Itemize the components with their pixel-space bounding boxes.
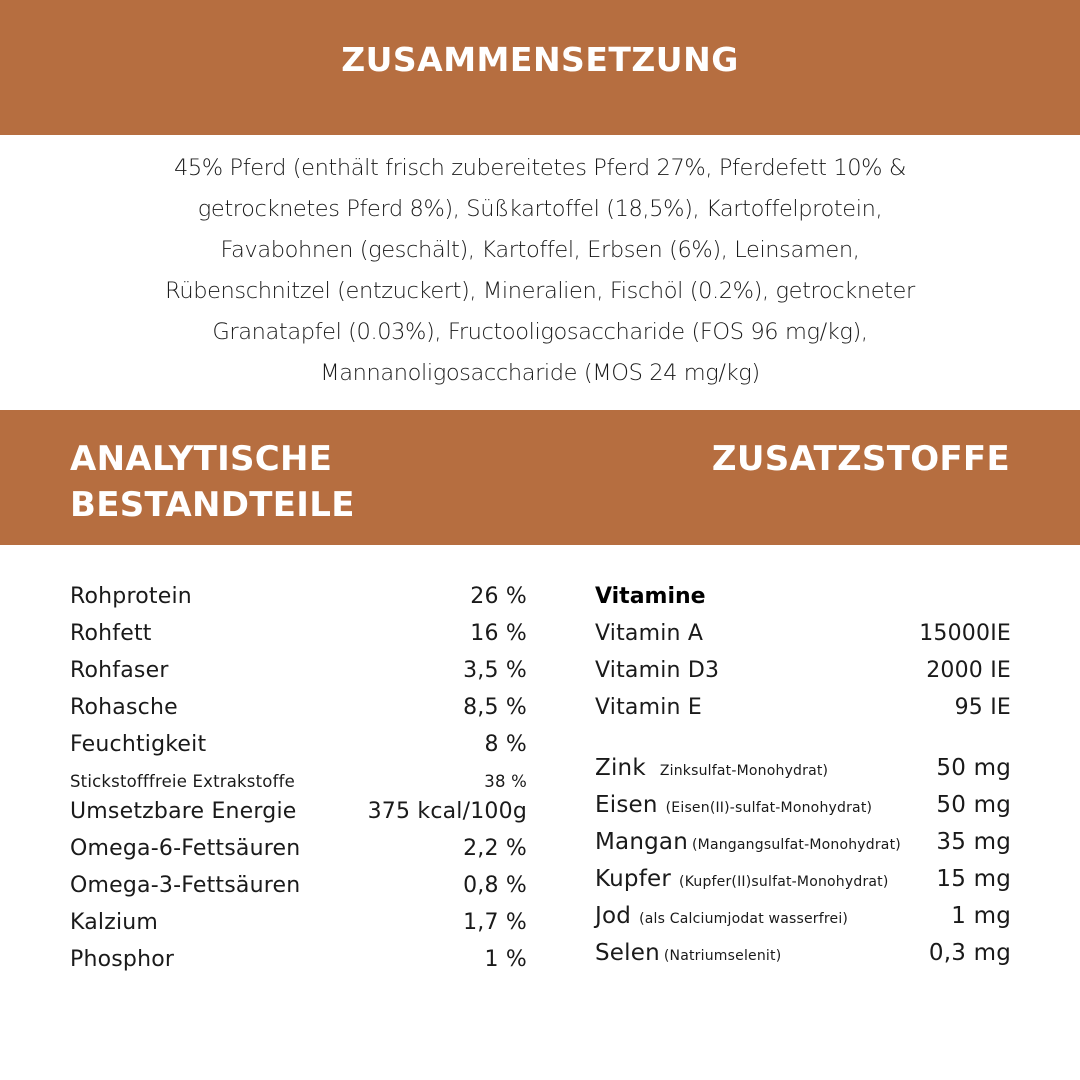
composition-line: Mannanoligosaccharide (MOS 24 mg/kg) xyxy=(320,360,760,386)
mineral-note: (Eisen(II)-sulfat-Monohydrat) xyxy=(665,800,873,816)
composition-line: Rübenschnitzel (entzuckert), Mineralien, Fischöl (0.2%), getrockneter xyxy=(165,278,915,304)
analytics-label: Umsetzbare Energie xyxy=(70,799,297,824)
analytics-value: 1,7 % xyxy=(463,910,527,935)
analytics-label: Omega-6-Fettsäuren xyxy=(70,836,301,861)
analytics-value: 38 % xyxy=(484,772,527,791)
mineral-label: Selen xyxy=(595,940,660,966)
composition-text xyxy=(90,148,990,394)
analytics-title-line2: BESTANDTEILE xyxy=(70,485,355,525)
mineral-note: (Natriumselenit) xyxy=(663,948,782,964)
analytics-row xyxy=(70,689,527,726)
analytics-value: 8,5 % xyxy=(463,695,527,720)
analytics-value: 2,2 % xyxy=(463,836,527,861)
additives-table xyxy=(595,578,1011,972)
mineral-label: Kupfer xyxy=(595,866,672,892)
mineral-note: (als Calciumjodat wasserfrei) xyxy=(639,911,849,927)
vitamin-label: Vitamin A xyxy=(595,621,704,646)
analytics-label: Kalzium xyxy=(70,910,159,935)
mineral-value: 0,3 mg xyxy=(928,940,1011,966)
analytics-row xyxy=(70,830,527,867)
analytics-table xyxy=(70,578,527,978)
mineral-label-group xyxy=(595,824,901,864)
mineral-label-group xyxy=(595,935,781,975)
mineral-label-group xyxy=(595,787,872,827)
vitamin-label: Vitamin E xyxy=(595,695,702,720)
analytics-label: Rohfett xyxy=(70,621,152,646)
composition-header-band xyxy=(0,0,1080,135)
mineral-value: 50 mg xyxy=(936,792,1011,818)
composition-line: getrocknetes Pferd 8%), Süßkartoffel (18,5%), Kartoffelprotein, xyxy=(197,196,883,222)
analytics-value: 0,8 % xyxy=(463,873,527,898)
mineral-value: 50 mg xyxy=(936,755,1011,781)
vitamin-row xyxy=(595,652,1011,689)
mineral-row xyxy=(595,935,1011,972)
mineral-row xyxy=(595,750,1011,787)
mineral-note: (Mangangsulfat-Monohydrat) xyxy=(692,837,901,853)
vitamin-value: 95 IE xyxy=(954,695,1011,720)
composition-title: ZUSAMMENSETZUNG xyxy=(341,40,739,79)
mineral-label-group xyxy=(595,861,889,901)
composition-line: Favabohnen (geschält), Kartoffel, Erbsen (6%), Leinsamen, xyxy=(220,237,860,263)
mineral-row xyxy=(595,861,1011,898)
additives-title: ZUSATZSTOFFE xyxy=(711,439,1010,479)
mineral-label-group xyxy=(595,750,828,790)
analytics-value: 1 % xyxy=(484,947,527,972)
analytics-label: Omega-3-Fettsäuren xyxy=(70,873,301,898)
analytics-value: 16 % xyxy=(470,621,527,646)
vitamin-row xyxy=(595,689,1011,726)
analytics-row xyxy=(70,615,527,652)
composition-line: Granatapfel (0.03%), Fructooligosaccharide (FOS 96 mg/kg), xyxy=(212,319,868,345)
mineral-value: 1 mg xyxy=(951,903,1011,929)
mineral-row xyxy=(595,787,1011,824)
mineral-label: Eisen xyxy=(595,792,658,818)
analytics-label: Rohprotein xyxy=(70,584,192,609)
mineral-label: Jod xyxy=(595,903,632,929)
analytics-value: 3,5 % xyxy=(463,658,527,683)
analytics-row xyxy=(70,793,527,830)
analytics-value: 8 % xyxy=(484,732,527,757)
mineral-value: 15 mg xyxy=(936,866,1011,892)
section-header-band xyxy=(0,410,1080,545)
analytics-value: 375 kcal/100g xyxy=(367,799,527,824)
analytics-row xyxy=(70,726,527,763)
analytics-label: Feuchtigkeit xyxy=(70,732,207,757)
mineral-value: 35 mg xyxy=(936,829,1011,855)
mineral-label: Mangan xyxy=(595,829,688,855)
mineral-row xyxy=(595,824,1011,861)
analytics-row xyxy=(70,578,527,615)
vitamin-value: 2000 IE xyxy=(926,658,1011,683)
vitamins-heading: Vitamine xyxy=(595,584,706,609)
mineral-label-group xyxy=(595,898,848,938)
section-spacer xyxy=(595,726,1011,750)
analytics-label: Phosphor xyxy=(70,947,175,972)
analytics-label: Stickstofffreie Extrakstoffe xyxy=(70,772,295,791)
analytics-row xyxy=(70,941,527,978)
mineral-note: Zinksulfat-Monohydrat) xyxy=(659,763,829,779)
analytics-row xyxy=(70,904,527,941)
analytics-label: Rohfaser xyxy=(70,658,169,683)
analytics-row xyxy=(70,763,527,793)
vitamin-row xyxy=(595,615,1011,652)
analytics-title xyxy=(70,436,355,528)
analytics-row xyxy=(70,652,527,689)
vitamin-label: Vitamin D3 xyxy=(595,658,720,683)
mineral-row xyxy=(595,898,1011,935)
analytics-title-line1: ANALYTISCHE xyxy=(70,439,333,479)
composition-line: 45% Pferd (enthält frisch zubereitetes Pferd 27%, Pferdefett 10% & xyxy=(173,155,907,181)
mineral-label: Zink xyxy=(595,755,646,781)
vitamin-value: 15000IE xyxy=(919,621,1011,646)
mineral-note: (Kupfer(II)sulfat-Monohydrat) xyxy=(679,874,889,890)
analytics-label: Rohasche xyxy=(70,695,178,720)
analytics-value: 26 % xyxy=(470,584,527,609)
analytics-row xyxy=(70,867,527,904)
